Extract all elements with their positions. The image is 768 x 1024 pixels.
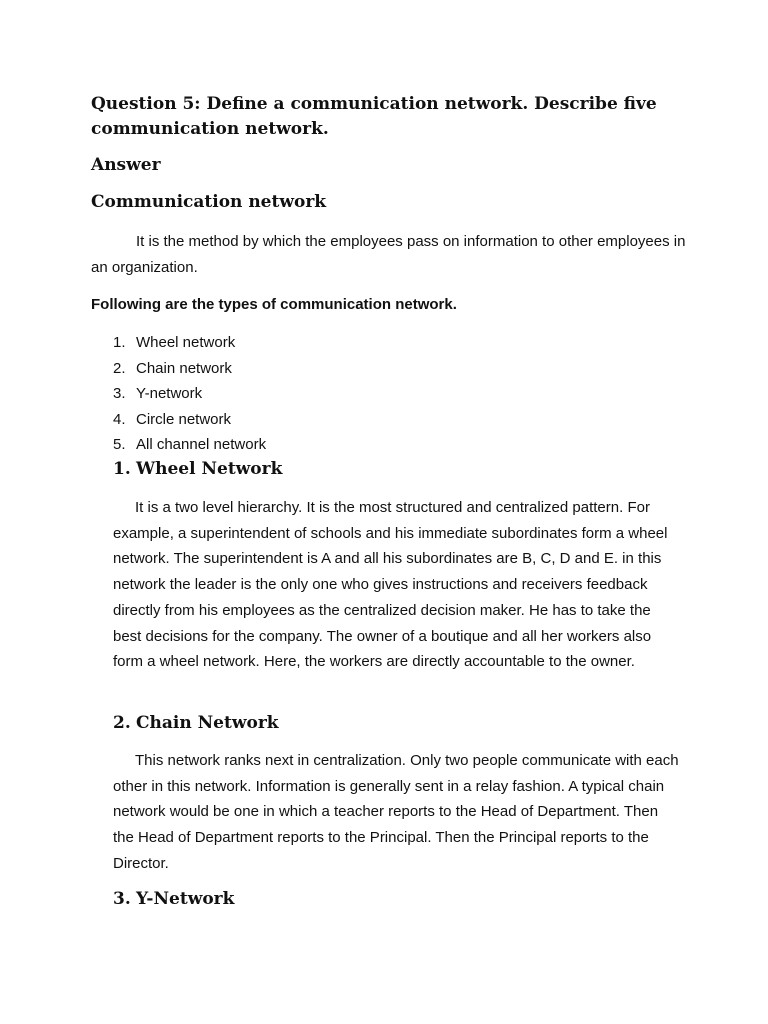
section-title: Wheel Network <box>136 459 283 479</box>
list-item-label: Chain network <box>136 359 232 377</box>
list-item-number: 5. <box>113 436 126 453</box>
list-item <box>113 432 266 458</box>
section-text: This network ranks next in centralization. Only two people communicate with each other in this network. Information is generally sent in a relay fashion. A typical chain network would be one in which a teacher reports to the Head of Department. Then the Head of Department reports to the Principal. Then the Principal reports to the Director. <box>113 752 679 872</box>
list-item <box>113 356 266 382</box>
y-network-heading <box>113 887 234 912</box>
section-text: It is a two level hierarchy. It is the most structured and centralized pattern. For example, a superintendent of schools and his immediate subordinates form a wheel network. The superintendent is A and all his subordinates are B, C, D and E. in this network the leader is the only one who gives instructions and receivers feedback directly from his employees as the centralized decision maker. He has to take the best decisions for the company. The owner of a boutique and all her workers also form a wheel network. Here, the workers are directly accountable to the owner. <box>113 499 668 671</box>
list-item-label: Circle network <box>136 410 232 428</box>
definition-heading: Communication network <box>91 192 327 212</box>
list-item-label: Y-network <box>136 385 203 402</box>
list-item <box>113 407 266 433</box>
types-intro: Following are the types of communication network. <box>91 296 457 313</box>
section-number: 2. <box>113 713 131 733</box>
section-number: 1. <box>113 459 131 479</box>
wheel-network-paragraph <box>113 495 683 675</box>
list-item-number: 2. <box>113 359 126 377</box>
definition-text: It is the method by which the employees pass on information to other employees in an organization. <box>91 233 686 276</box>
list-item-number: 4. <box>113 410 126 428</box>
list-item-label: Wheel network <box>136 334 236 351</box>
list-item-label: All channel network <box>136 436 267 453</box>
section-number: 3. <box>113 889 131 909</box>
section-title: Chain Network <box>136 713 279 733</box>
chain-network-paragraph <box>113 748 683 877</box>
wheel-network-heading <box>113 457 282 482</box>
types-list <box>113 330 266 458</box>
list-item-number: 1. <box>113 334 126 351</box>
list-item <box>113 330 266 356</box>
section-title: Y-Network <box>136 889 235 909</box>
list-item <box>113 381 266 407</box>
question-heading: Question 5: Define a communication network. Describe five communication network. <box>91 94 657 139</box>
answer-label: Answer <box>91 155 161 175</box>
definition-paragraph <box>91 229 691 281</box>
chain-network-heading <box>113 711 279 736</box>
list-item-number: 3. <box>113 385 126 402</box>
